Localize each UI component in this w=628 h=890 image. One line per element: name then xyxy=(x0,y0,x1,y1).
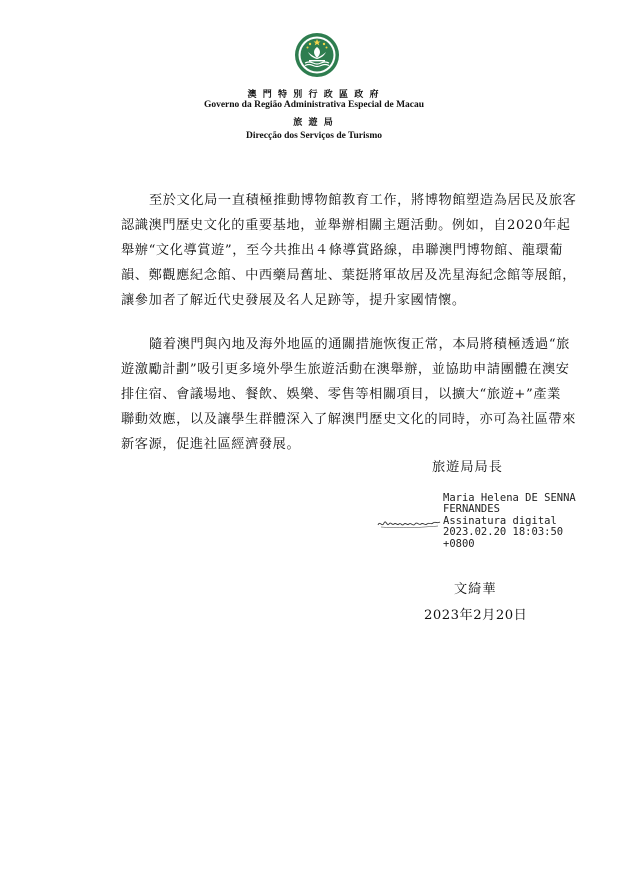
body-paragraph-2 xyxy=(121,332,585,457)
paragraph-line: 認識澳門歷史文化的重要基地，並舉辦相關主題活動。例如，自2020年起 xyxy=(121,218,571,233)
digital-signature-line: +0800 xyxy=(443,537,475,550)
paragraph-line: 舉辦“文化導賞遊”，至今共推出４條導賞路線，串聯澳門博物館、龍環葡 xyxy=(121,243,564,258)
signatory-title: 旅遊局局長 xyxy=(432,460,503,475)
digital-signature-line: Maria Helena DE SENNA xyxy=(443,492,576,504)
paragraph-line: 排住宿、會議場地、餐飲、娛樂、零售等相關項目，以擴大“旅遊+”產業 xyxy=(121,387,561,402)
paragraph-line: 韻、鄭觀應紀念館、中西藥局舊址、葉挺將軍故居及冼星海紀念館等展館， xyxy=(121,268,576,283)
digital-signature-line: FERNANDES xyxy=(443,503,500,516)
government-name-chinese: 澳 門 特 別 行 政 區 政 府 xyxy=(247,89,381,99)
paragraph-line: 遊激勵計劃”吸引更多境外學生旅遊活動在澳舉辦，並協助申請團體在澳安 xyxy=(121,362,570,377)
paragraph-line: 讓參加者了解近代史發展及名人足跡等，提升家國情懷。 xyxy=(121,293,466,308)
government-name-portuguese: Governo da Região Administrativa Especial de Macau xyxy=(203,100,425,110)
paragraph-line: 至於文化局一直積極推動博物館教育工作，將博物館塑造為居民及旅客 xyxy=(149,193,577,208)
department-name-portuguese: Direcção dos Serviços de Turismo xyxy=(246,131,382,141)
department-name-chinese: 旅 遊 局 xyxy=(293,117,335,127)
digital-signature-stamp xyxy=(443,493,576,550)
digital-signature-line: Assinatura digital xyxy=(443,514,557,527)
paragraph-line: 隨着澳門與內地及海外地區的通關措施恢復正常，本局將積極透過“旅 xyxy=(149,337,570,352)
body-paragraph-1 xyxy=(121,188,585,313)
handwritten-signature xyxy=(376,516,442,530)
signatory-name: 文綺華 xyxy=(454,582,497,597)
macau-emblem-icon xyxy=(294,32,340,78)
digital-signature-line: 2023.02.20 18:03:50 xyxy=(443,526,564,539)
document-date: 2023年2月20日 xyxy=(424,608,528,623)
paragraph-line: 聯動效應，以及讓學生群體深入了解澳門歷史文化的同時，亦可為社區帶來 xyxy=(121,412,576,427)
paragraph-line: 新客源，促進社區經濟發展。 xyxy=(121,437,301,452)
